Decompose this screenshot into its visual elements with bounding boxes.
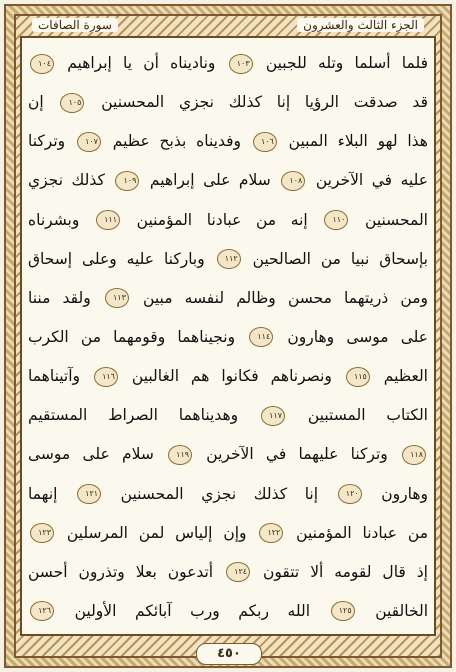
- text-line: المحسنين ١١٠ إنه من عبادنا المؤمنين ١١١ وبشرناه: [28, 210, 428, 229]
- juz-title: الجزء الثالث والعشرون: [297, 18, 424, 32]
- text-line: العظيم ١١٥ ونصرناهم فكانوا هم الغالبين ١١٦ وآتيناهما: [28, 367, 428, 386]
- ayah-number-marker: ١٠٨: [281, 171, 305, 191]
- text-line: بإسحاق نبيا من الصالحين ١١٢ وباركنا عليه وعلى إسحاق: [28, 249, 428, 268]
- ayah-number-marker: ١١٤: [249, 327, 273, 347]
- text-line: قد صدقت الرؤيا إنا كذلك نجزي المحسنين ١٠٥ إن: [28, 93, 428, 112]
- text-line: ومن ذريتهما محسن وظالم لنفسه مبين ١١٣ ولقد مننا: [28, 288, 428, 307]
- ayah-number-marker: ١٢٠: [338, 484, 362, 504]
- ayah-number-marker: ١١٨: [402, 445, 426, 465]
- ayah-number-marker: ١٢٥: [331, 601, 355, 621]
- text-line: هذا لهو البلاء المبين ١٠٦ وفديناه بذبح عظيم ١٠٧ وتركنا: [28, 132, 428, 151]
- text-line: الكتاب المستبين ١١٧ وهديناهما الصراط المستقيم: [28, 406, 428, 425]
- ayah-number-marker: ١٠٧: [77, 132, 101, 152]
- quran-text: [26, 44, 430, 630]
- ayah-number-marker: ١٠٤: [30, 54, 54, 74]
- text-line: فلما أسلما وتله للجبين ١٠٣ وناديناه أن يا إبراهيم ١٠٤: [28, 48, 428, 78]
- ayah-number-marker: ١٢٢: [259, 523, 283, 543]
- text-line: ١١٨ وتركنا عليهما في الآخرين ١١٩ سلام على موسى: [28, 439, 428, 469]
- ayah-number-marker: ١٠٩: [115, 171, 139, 191]
- ayah-number-marker: ١١٣: [105, 288, 129, 308]
- ayah-number-marker: ١١١: [96, 210, 120, 230]
- text-line: الخالقين ١٢٥ الله ربكم ورب آبائكم الأولين ١٢٦: [28, 596, 428, 626]
- ayah-number-marker: ١١٧: [261, 406, 285, 426]
- text-line: عليه في الآخرين ١٠٨ سلام على إبراهيم ١٠٩ كذلك نجزي: [28, 171, 428, 190]
- ayah-number-marker: ١١٩: [168, 445, 192, 465]
- page-header: [20, 14, 436, 36]
- text-line: وهارون ١٢٠ إنا كذلك نجزي المحسنين ١٢١ إنهما: [28, 484, 428, 503]
- text-line: إذ قال لقومه ألا تتقون ١٢٤ أتدعون بعلا وتذرون أحسن: [28, 562, 428, 581]
- surah-title: سورة الصافات: [32, 18, 118, 32]
- ayah-number-marker: ١١٠: [324, 210, 348, 230]
- ayah-number-marker: ١١٦: [94, 367, 118, 387]
- ayah-number-marker: ١٢٣: [30, 523, 54, 543]
- ayah-number-marker: ١١٥: [346, 367, 370, 387]
- ayah-number-marker: ١٢٤: [226, 562, 250, 582]
- ayah-number-marker: ١٠٦: [253, 132, 277, 152]
- ayah-number-marker: ١٠٣: [229, 54, 253, 74]
- text-line: من عبادنا المؤمنين ١٢٢ وإن إلياس لمن المرسلين ١٢٣: [28, 518, 428, 548]
- ayah-number-marker: ١٢١: [77, 484, 101, 504]
- text-line: على موسى وهارون ١١٤ ونجيناهما وقومهما من الكرب: [28, 327, 428, 346]
- ayah-number-marker: ١٠٥: [60, 93, 84, 113]
- ayah-number-marker: ١١٢: [217, 249, 241, 269]
- ayah-number-marker: ١٢٦: [30, 601, 54, 621]
- page-number: ٤٥٠: [196, 643, 262, 665]
